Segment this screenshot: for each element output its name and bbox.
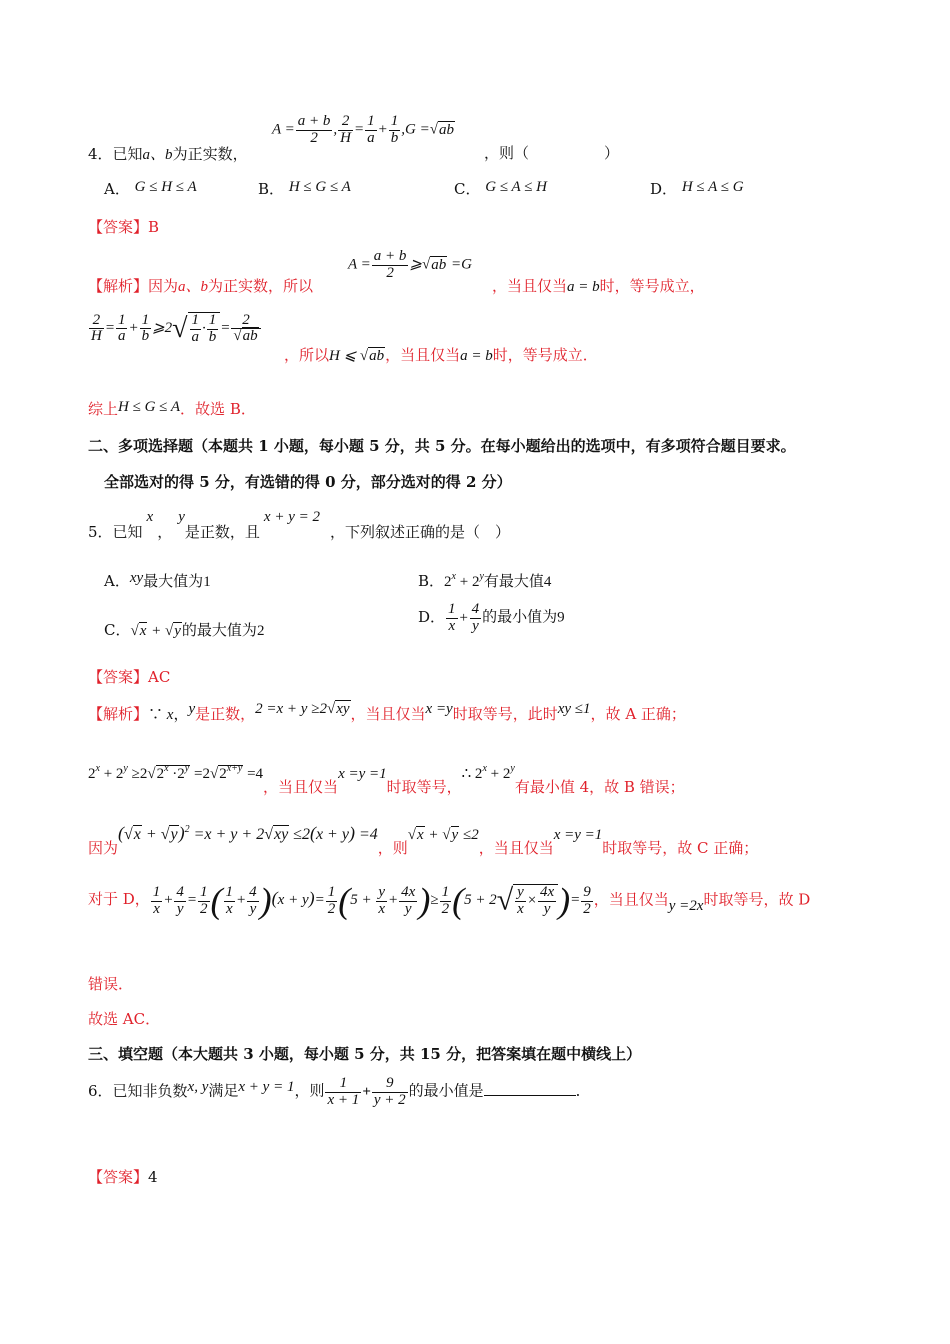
q4-stem (88, 115, 248, 175)
text: 时取等号，故 D (703, 890, 811, 909)
text: ，当且仅当 (350, 705, 426, 723)
text: ，所以 (284, 346, 330, 364)
text: ，当且仅当 (478, 839, 554, 857)
answer-value: B (148, 218, 160, 236)
q5-option-d (418, 602, 565, 635)
text: ．故选 B． (180, 400, 256, 418)
text: ，当且仅当 (593, 890, 669, 909)
text: 有最大值 (483, 572, 544, 590)
math: √x + √y ≤2 (407, 827, 479, 843)
text: 满足 (208, 1081, 239, 1100)
q5-analysis-line5: 错误． (88, 975, 134, 993)
text: ∵ (148, 705, 164, 723)
option-label: A． (104, 572, 130, 590)
q5-analysis-line1 (88, 703, 686, 724)
q4-stem-suffix: ，则（ ） (484, 144, 620, 162)
text: 的最小值为 (482, 607, 558, 626)
text: ，当且仅当 (263, 778, 339, 796)
value: 4 (543, 574, 552, 590)
math: a = b (460, 348, 493, 364)
math: $\frac{1}{x}$ + $\frac{4}{y}$ = $\frac{1}{2}$ ( $\frac{1}{x}$ + $\frac{4}{y}$ )(x + y)= $\frac{1}{2}$ (5 + $\frac{y}{x}$ + $\frac{4x}{y}$ )≥ $\frac{1}{2}$ (5 + 2√ $\frac{y}{x}$ × $\frac{4x}{y}$ )= $\frac{9}{2}$ (152, 881, 591, 921)
text: 时，等号成立， (599, 277, 705, 295)
q6-answer (88, 1166, 158, 1187)
q5-stem (88, 505, 510, 541)
text: ，下列叙述正确的是（ ） (329, 523, 510, 541)
math: H ⩽ √ab (329, 348, 385, 364)
section3-heading: 三、填空题（本大题共 3 小题，每小题 5 分，共 15 分，把答案填在题中横线上） (88, 1045, 642, 1063)
text: ，则 (377, 839, 408, 857)
text: ． (575, 1081, 591, 1100)
q4-analysis-line3 (88, 398, 256, 419)
section2-heading: 二、多项选择题（本题共 1 小题，每小题 5 分，共 5 分。在每小题给出的选项中，有多项符合题目要求。 (88, 437, 796, 455)
text: 最大值为 (143, 572, 204, 590)
q4-option-c (454, 178, 547, 199)
value: 9 (557, 609, 565, 626)
text: ， (173, 705, 189, 723)
math: y (178, 509, 185, 525)
math: $2^x + 2^y \ge 2√2^x \cdot 2^y =2√2^{x+y} =4$ (88, 763, 264, 782)
answer-tag: 【答案】 (88, 218, 149, 236)
q4-option-label: D． (650, 180, 678, 198)
math: x (163, 707, 174, 723)
answer-tag: 【答案】 (88, 668, 149, 686)
math: x, y (187, 1078, 209, 1095)
q4-stem-mid: 为正实数， (172, 145, 248, 163)
q4-option-d (650, 178, 744, 199)
math: x =y (425, 701, 453, 717)
q4-answer (88, 216, 159, 237)
text: 时取等号，此时 (452, 705, 558, 723)
answer-value: 4 (148, 1168, 158, 1186)
option-label: B． (418, 572, 445, 590)
q4-analysis-line1 (88, 246, 313, 296)
analysis-tag: 【解析】 (88, 705, 149, 723)
q6-stem (88, 1076, 591, 1109)
q4-analysis-formula2: $\frac{2}{H}$ = $\frac{1}{a}$ + $\frac{1}{b}$ ⩾2√ $\frac{1}{a}$ · $\frac{1}{b}$ = $\frac{2}{√ab}$ (88, 312, 262, 346)
math: H ≤ G ≤ A (118, 399, 181, 415)
q4-stem-prefix: 4．已知 (88, 145, 143, 163)
q4-analysis-line2 (284, 344, 598, 365)
text: 对于 D， (88, 890, 150, 909)
math: $(√x + √y)^2 =x + y + 2√xy \le 2(x + y) =4$ (118, 823, 378, 843)
text: 时取等号， (386, 778, 462, 796)
q4-option-label: A． (104, 180, 130, 198)
option-label: C． (104, 621, 131, 639)
math: x (146, 509, 154, 525)
analysis-tag: 【解析】 (88, 277, 149, 295)
q4-option-b (258, 178, 351, 199)
value: 1 (203, 574, 211, 590)
math: y =2x (668, 898, 704, 915)
math: 2 =x + y ≥2√xy (255, 701, 350, 717)
q5-analysis-line2 (88, 762, 685, 796)
q4-option-text: H ≤ A ≤ G (681, 179, 744, 195)
text: 时取等号，故 C 正确； (602, 839, 759, 857)
math: √x + √y (130, 623, 181, 639)
text: 因为 (88, 839, 119, 857)
q5-analysis-line3 (88, 823, 758, 857)
text: ， (157, 523, 173, 541)
q4-option-label: B． (258, 180, 285, 198)
math: xy (129, 570, 144, 586)
q5-option-c (104, 619, 264, 640)
math: x =y =1 (338, 766, 387, 782)
math: $\frac{1}{x}$ + $\frac{4}{y}$ (448, 601, 480, 634)
text: ，故 A 正确； (590, 705, 686, 723)
q5-option-b (418, 570, 551, 591)
text: 5．已知 (88, 523, 143, 541)
text: 是正数，且 (184, 523, 260, 541)
text: 是正数， (195, 705, 256, 723)
math-vars: a、b (178, 279, 209, 295)
text: 综上 (88, 400, 119, 418)
text: ，当且仅当 (385, 346, 461, 364)
q4-option-text: H ≤ G ≤ A (288, 179, 351, 195)
option-label: D． (418, 607, 446, 626)
text: 时，等号成立． (492, 346, 598, 364)
text: ，当且仅当 (492, 277, 568, 295)
math: x =y =1 (553, 827, 603, 843)
math: $\frac{1}{x + 1}$ + $\frac{9}{y + 2}$ (327, 1075, 406, 1108)
math: xy ≤1 (557, 701, 591, 717)
math: a = b (567, 279, 600, 295)
answer-value: AC (148, 668, 171, 686)
answer-blank[interactable] (484, 1081, 576, 1096)
q4-option-text: G ≤ A ≤ H (485, 179, 548, 195)
q4-analysis-line1b (492, 275, 705, 296)
q4-formula: A = $\frac{a + b}{2}$ , $\frac{2}{H}$ = $\frac{1}{a}$ + $\frac{1}{b}$ ,G =√ab (272, 113, 454, 146)
math: x + y = 2 (263, 509, 320, 525)
q4-option-a (104, 178, 197, 199)
q4-option-text: G ≤ H ≤ A (134, 179, 197, 195)
text: 的最大值为 (181, 621, 257, 639)
section2-heading-line2: 全部选对的得 5 分，有选错的得 0 分，部分选对的得 2 分） (104, 473, 512, 491)
q4-option-label: C． (454, 180, 481, 198)
q4-stem-vars: a、b (142, 147, 173, 163)
math: ∴ $2^x + 2^y$ (461, 763, 515, 782)
answer-tag: 【答案】 (88, 1168, 149, 1186)
text: 因为 (148, 277, 179, 295)
q4-analysis-formula1: A = $\frac{a + b}{2}$ ⩾√ab =G (348, 248, 472, 281)
math: x + y = 1 (238, 1078, 295, 1095)
text: 有最小值 4，故 B 错误； (514, 778, 685, 796)
text: 为正实数，所以 (208, 277, 314, 295)
q5-analysis-line6: 故选 AC． (88, 1010, 161, 1028)
text: 的最小值是 (408, 1081, 484, 1100)
value: 2 (256, 623, 265, 639)
q5-option-a (104, 570, 211, 591)
q5-analysis-line4 (88, 880, 810, 940)
text: ，则 (294, 1081, 325, 1100)
q5-answer (88, 666, 170, 687)
text: 6．已知非负数 (88, 1081, 188, 1100)
math: $2^x + 2^y$ (444, 571, 484, 590)
math: y (188, 701, 196, 717)
